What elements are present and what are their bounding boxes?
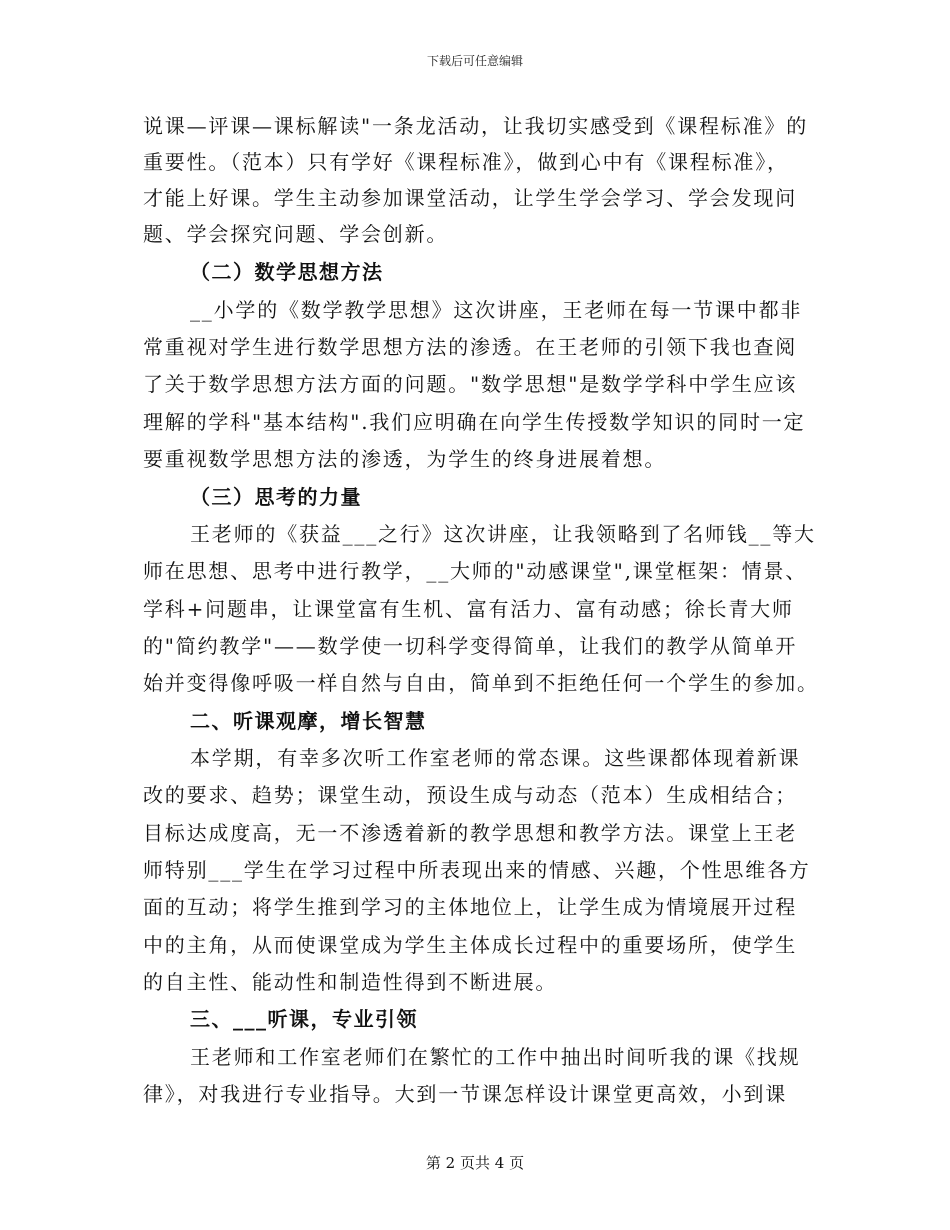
paragraph-line: 本学期，有幸多次听工作室老师的常态课。这些课都体现着新课 (190, 746, 801, 770)
page-header: 下载后可任意编辑 (426, 54, 523, 68)
paragraph-line: __小学的《数学教学思想》这次讲座，王老师在每一节课中都非 (190, 298, 803, 322)
section-heading: （二）数学思想方法 (190, 260, 384, 284)
section-heading: 三、___听课，专业引领 (190, 1007, 418, 1031)
section-heading: （三）思考的力量 (190, 485, 362, 509)
paragraph-line: 的自主性、能动性和制造性得到不断进展。 (143, 970, 558, 994)
paragraph-line: 学科+问题串，让课堂富有生机、富有活力、富有动感；徐长青大师 (143, 597, 794, 621)
paragraph-line: 题、学会探究问题、学会创新。 (143, 222, 449, 246)
paragraph-line: 师特别___学生在学习过程中所表现出来的情感、兴趣，个性思维各方 (143, 858, 811, 882)
paragraph-line: 的"简约教学"——数学使一切科学变得简单，让我们的教学从简单开 (143, 634, 798, 658)
paragraph-line: 才能上好课。学生主动参加课堂活动，让学生学会学习、学会发现问 (143, 186, 797, 210)
paragraph-line: 理解的学科"基本结构".我们应明确在向学生传授数学知识的同时一定 (143, 410, 806, 434)
paragraph-line: 中的主角，从而使课堂成为学生主体成长过程中的重要场所，使学生 (143, 933, 797, 957)
paragraph-line: 说课—评课—课标解读"一条龙活动，让我切实感受到《课程标准》的 (143, 114, 808, 138)
paragraph-line: 王老师和工作室老师们在繁忙的工作中抽出时间听我的课《找规 (190, 1045, 801, 1069)
paragraph-line: 目标达成度高，无一不渗透着新的教学思想和教学方法。课堂上王老 (143, 821, 797, 845)
page-number: 第 2 页共 4 页 (425, 1154, 525, 1172)
paragraph-line: 律》，对我进行专业指导。大到一节课怎样设计课堂更高效，小到课 (143, 1082, 787, 1106)
paragraph-line: 了关于数学思想方法方面的问题。"数学思想"是数学学科中学生应该 (143, 372, 798, 396)
paragraph-line: 重要性。（范本）只有学好《课程标准》，做到心中有《课程标准》， (143, 150, 789, 174)
paragraph-line: 改的要求、趋势；课堂生动，预设生成与动态（范本）生成相结合； (143, 783, 797, 807)
paragraph-line: 王老师的《获益___之行》这次讲座，让我领略到了名师钱__等大 (190, 522, 816, 546)
paragraph-line: 常重视对学生进行数学思想方法的渗透。在王老师的引领下我也查阅 (143, 335, 797, 359)
section-heading: 二、听课观摩，增长智慧 (190, 709, 427, 733)
paragraph-line: 要重视数学思想方法的渗透，为学生的终身进展着想。 (143, 447, 667, 471)
paragraph-line: 始并变得像呼吸一样自然与自由，简单到不拒绝任何一个学生的参加。 (143, 671, 819, 695)
paragraph-line: 师在思想、思考中进行教学，__大师的"动感课堂",课堂框架：情景、 (143, 559, 808, 583)
paragraph-line: 面的互动；将学生推到学习的主体地位上，让学生成为情境展开过程 (143, 895, 797, 919)
